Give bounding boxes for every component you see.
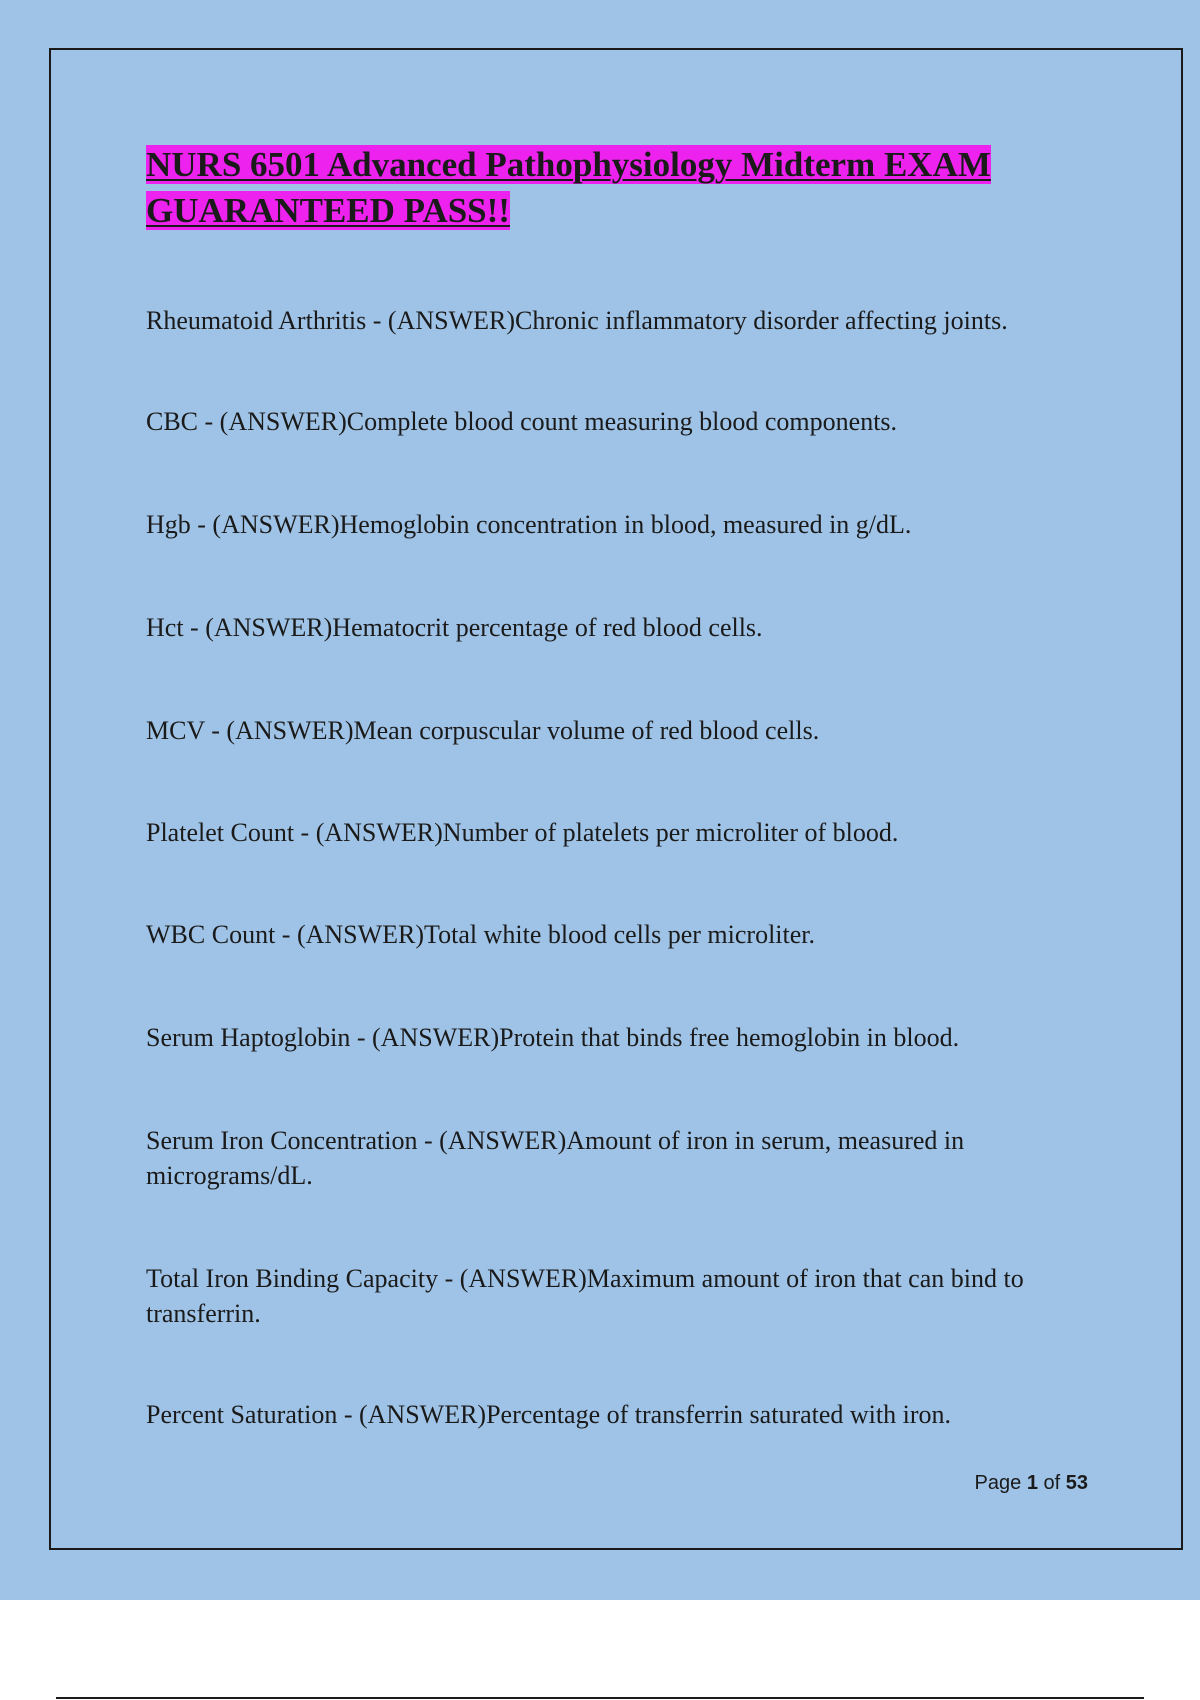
qa-item-platelet-count: Platelet Count - (ANSWER)Number of platelets per microliter of blood. xyxy=(146,818,899,847)
qa-item-cbc: CBC - (ANSWER)Complete blood count measuring blood components. xyxy=(146,407,898,436)
qa-item-mcv: MCV - (ANSWER)Mean corpuscular volume of red blood cells. xyxy=(146,716,820,745)
qa-item-serum-haptoglobin: Serum Haptoglobin - (ANSWER)Protein that binds free hemoglobin in blood. xyxy=(146,1023,960,1052)
qa-item-wbc-count: WBC Count - (ANSWER)Total white blood cells per microliter. xyxy=(146,920,816,949)
qa-item-total-iron-binding-capacity: Total Iron Binding Capacity - (ANSWER)Maximum amount of iron that can bind to transferrin. xyxy=(146,1264,1024,1328)
page-of-label: of xyxy=(1043,1472,1061,1494)
qa-item-hct: Hct - (ANSWER)Hematocrit percentage of red blood cells. xyxy=(146,613,763,642)
document-title xyxy=(146,142,1086,234)
qa-item-hgb: Hgb - (ANSWER)Hemoglobin concentration in blood, measured in g/dL. xyxy=(146,510,912,539)
page-label: Page xyxy=(974,1472,1022,1494)
page-number xyxy=(975,1472,1088,1495)
page-current: 1 xyxy=(1026,1472,1038,1494)
qa-item-rheumatoid-arthritis: Rheumatoid Arthritis - (ANSWER)Chronic inflammatory disorder affecting joints. xyxy=(146,306,1008,335)
page-total: 53 xyxy=(1065,1472,1088,1494)
qa-item-serum-iron-concentration: Serum Iron Concentration - (ANSWER)Amount of iron in serum, measured in micrograms/dL. xyxy=(146,1126,965,1190)
footer-rule xyxy=(56,1697,1144,1699)
qa-item-percent-saturation: Percent Saturation - (ANSWER)Percentage of transferrin saturated with iron. xyxy=(146,1400,952,1429)
title-highlight: NURS 6501 Advanced Pathophysiology Midterm EXAM GUARANTEED PASS!! xyxy=(146,145,991,230)
